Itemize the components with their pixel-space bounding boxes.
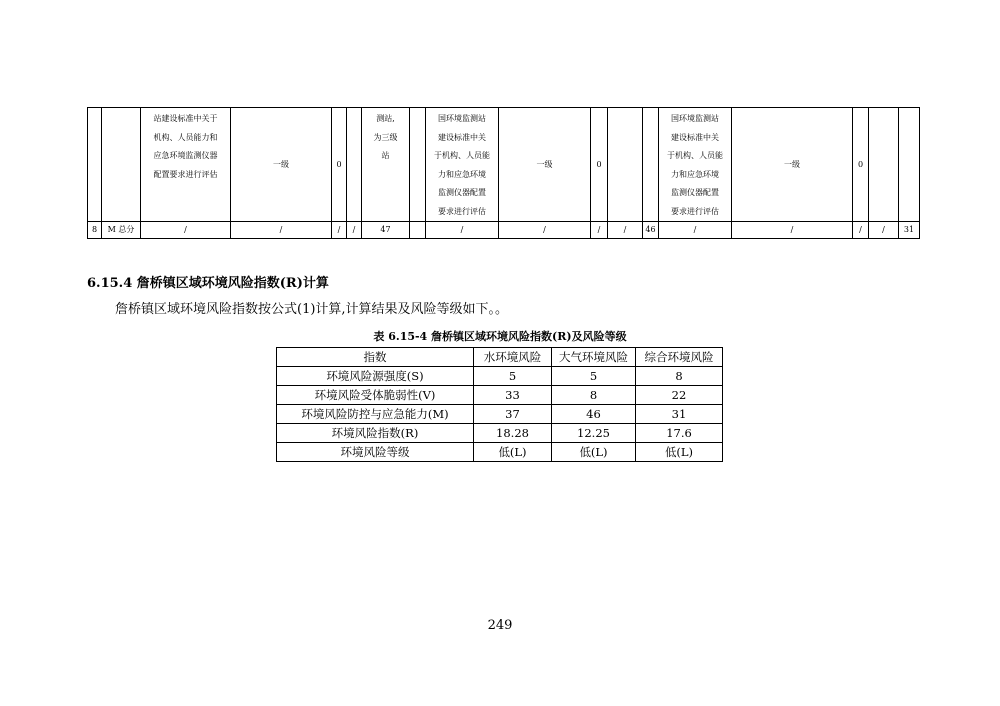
cell-line: 测站, (376, 114, 395, 123)
table-cell (410, 222, 426, 239)
table-cell: 47 (362, 222, 410, 239)
level-cell: 一级 (732, 108, 853, 222)
table-cell (608, 108, 643, 222)
column-header: 大气环境风险 (552, 348, 636, 367)
assessment-table-continuation (87, 107, 920, 239)
score-cell: 0 (853, 108, 869, 222)
risk-index-table (276, 347, 723, 462)
cell-line: 要求进行评估 (438, 206, 486, 216)
level-cell: 一级 (499, 108, 591, 222)
cell-line: 力和应急环境 (671, 169, 719, 179)
body-paragraph: 詹桥镇区域环境风险指数按公式(1)计算,计算结果及风险等级如下。。 (115, 302, 509, 317)
table-cell: 低(L) (552, 443, 636, 462)
cell-line: 力和应急环境 (438, 169, 486, 179)
cell-line: 要求进行评估 (671, 206, 719, 216)
table-cell: 8 (88, 222, 102, 239)
table-row (277, 405, 723, 424)
table-cell: / (853, 222, 869, 239)
table-cell (869, 108, 899, 222)
table-cell: 5 (552, 367, 636, 386)
table-cell: / (869, 222, 899, 239)
table-cell: / (591, 222, 608, 239)
table-cell: / (332, 222, 347, 239)
table-cell (347, 108, 362, 222)
table-cell: 17.6 (636, 424, 723, 443)
table-cell: / (426, 222, 499, 239)
table-cell: / (141, 222, 231, 239)
cell-line: 监测仪器配置 (671, 188, 719, 197)
table-cell: / (231, 222, 332, 239)
table-cell (410, 108, 426, 222)
cell-line: 国环境监测站 (438, 114, 486, 123)
cell-line: 为三级 (373, 132, 398, 142)
table-cell: 31 (899, 222, 920, 239)
table-cell: 18.28 (474, 424, 552, 443)
table-row (88, 108, 920, 222)
table-cell: / (499, 222, 591, 239)
table-cell: 环境风险源强度(S) (277, 367, 474, 386)
section-heading: 6.15.4 詹桥镇区域环境风险指数(R)计算 (87, 276, 329, 291)
table-cell: 22 (636, 386, 723, 405)
table-cell: / (659, 222, 732, 239)
table-cell: 46 (643, 222, 659, 239)
table-cell: 低(L) (636, 443, 723, 462)
table-cell: 8 (552, 386, 636, 405)
column-header: 综合环境风险 (636, 348, 723, 367)
table-cell: / (608, 222, 643, 239)
table-cell: 46 (552, 405, 636, 424)
table-cell: 33 (474, 386, 552, 405)
cell-line: 建设标准中关 (671, 132, 719, 142)
table-cell (899, 108, 920, 222)
column-header: 指数 (277, 348, 474, 367)
table-cell (102, 108, 141, 222)
table-cell: / (732, 222, 853, 239)
cell-line: 建设标准中关 (438, 132, 486, 142)
table-cell: 环境风险防控与应急能力(M) (277, 405, 474, 424)
table-row (88, 222, 920, 239)
table-cell (643, 108, 659, 222)
table-caption: 表 6.15-4 詹桥镇区域环境风险指数(R)及风险等级 (373, 330, 627, 343)
table-cell: 环境风险受体脆弱性(V) (277, 386, 474, 405)
table-row (277, 424, 723, 443)
criteria-cell (141, 108, 231, 222)
level-cell: 一级 (231, 108, 332, 222)
table-cell: 低(L) (474, 443, 552, 462)
criteria-cell (362, 108, 410, 222)
cell-line: 机构、人员能力和 (153, 132, 218, 142)
table-cell: 5 (474, 367, 552, 386)
cell-line: 于机构、人员能 (434, 151, 490, 160)
table-header-row (277, 348, 723, 367)
table-row (277, 367, 723, 386)
cell-line: 配置要求进行评估 (153, 169, 218, 179)
table-cell (88, 108, 102, 222)
criteria-cell (426, 108, 499, 222)
table-cell: / (347, 222, 362, 239)
table-cell: 31 (636, 405, 723, 424)
cell-line: 监测仪器配置 (438, 188, 486, 197)
table-row (277, 386, 723, 405)
score-cell: 0 (332, 108, 347, 222)
table-cell: M 总分 (102, 222, 141, 239)
cell-line: 站 (381, 151, 390, 160)
cell-line: 国环境监测站 (671, 114, 719, 123)
table-cell: 37 (474, 405, 552, 424)
page-number: 249 (487, 618, 513, 633)
table-row (277, 443, 723, 462)
table-cell: 环境风险等级 (277, 443, 474, 462)
cell-line: 于机构、人员能 (667, 151, 723, 160)
criteria-cell (659, 108, 732, 222)
table-cell: 8 (636, 367, 723, 386)
table-cell: 12.25 (552, 424, 636, 443)
score-cell: 0 (591, 108, 608, 222)
cell-line: 应急环境监测仪器 (153, 151, 218, 160)
cell-line: 站建设标准中关于 (153, 114, 218, 123)
column-header: 水环境风险 (474, 348, 552, 367)
table-cell: 环境风险指数(R) (277, 424, 474, 443)
